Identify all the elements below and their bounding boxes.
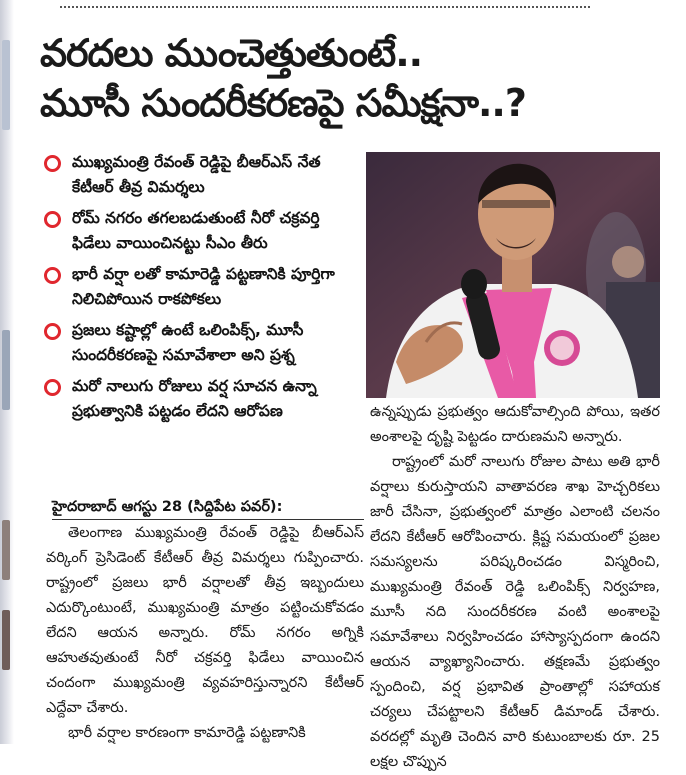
edge-mark (2, 330, 10, 410)
dateline: హైదరాబాద్ ఆగస్టు 28 (సిద్దిపేట పవర్): (52, 495, 364, 520)
circle-bullet-icon (44, 323, 61, 340)
article-paragraph: భారీ వర్షాల కారణంగా కామారెడ్డి పట్టణానికి (68, 725, 306, 741)
bullet-item (38, 374, 360, 424)
bullet-text: భారీ వర్షా లతో కామారెడ్డి పట్టణానికి పూర్తిగా నిలిచిపోయిన రాకపోకలు (72, 265, 335, 308)
edge-mark (2, 40, 10, 130)
article-paragraph: ఉన్నప్పుడు ప్రభుత్వం ఆదుకోవాల్సింది పోయి, ఇతర అంశాలపై దృష్టి పెట్టడం దారుణమని అన్నారు. (370, 404, 660, 445)
bullet-text: రోమ్ నగరం తగలబడుతుంటే నీరో చక్రవర్తి ఫిడేలు వాయించినట్టు సీఎం తీరు (72, 209, 320, 252)
headline (40, 28, 680, 128)
highlight-bullets (38, 150, 360, 430)
bullet-item (38, 318, 360, 368)
edge-mark (2, 610, 10, 670)
top-dotted-rule (60, 6, 590, 8)
adjacent-page-edge (0, 0, 14, 744)
headline-line-2: మూసీ సుందరీకరణపై సమీక్షనా..? (40, 81, 526, 125)
bullet-item (38, 206, 360, 256)
bullet-text: ముఖ్యమంత్రి రేవంత్ రెడ్డిపై బీఆర్ఎస్ నేత కేటీఆర్ తీవ్ర విమర్శలు (72, 153, 321, 196)
article-left-column (46, 521, 364, 746)
circle-bullet-icon (44, 155, 61, 172)
circle-bullet-icon (44, 267, 61, 284)
bullet-item (38, 150, 360, 200)
article-paragraph: రాష్ట్రంలో మరో నాలుగు రోజుల పాటు అతి భారీ వర్షాలు కురుస్తాయని వాతావరణ శాఖ హెచ్చరికలు జారీ చేసినా, ప్రభుత్వంలో మాత్రం ఎలాంటి చలనం లేదని కేటీఆర్ ఆరోపించారు. క్లిష్ట సమయంలో ప్రజల సమస్యలను పరిష్కరించడం విస్మరించి, ముఖ్యమంత్రి రేవంత్ రెడ్డి ఒలింపిక్స్ నిర్వహణ, మూసీ నది సుందరీకరణ వంటి అంశాలపై సమావేశాలు నిర్వహించడం హాస్యాస్పదంగా ఉందని ఆయన వ్యాఖ్యానించారు. తక్షణమే ప్రభుత్వం స్పందించి, వర్ష ప్రభావిత ప్రాంతాల్లో సహాయక చర్యలు చేపట్టాలని కేటీఆర్ డిమాండ్ చేశారు. వరదల్లో మృతి చెందిన వారి కుటుంబాలకు రూ. 25 లక్షల చొప్పున (370, 454, 660, 770)
speaker-photo-illustration (366, 152, 660, 398)
circle-bullet-icon (44, 211, 61, 228)
headline-line-1: వరదలు ముంచెత్తుతుంటే.. (40, 31, 423, 75)
bullet-item (38, 262, 360, 312)
bullet-text: మరో నాలుగు రోజులు వర్ష సూచన ఉన్నా ప్రభుత్వానికి పట్టడం లేదని ఆరోపణ (72, 377, 317, 420)
article-right-column (370, 400, 660, 775)
bullet-text: ప్రజలు కష్టాల్లో ఉంటే ఒలింపిక్స్, మూసీ సుందరీకరణపై సమావేశాలా అని ప్రశ్న (72, 321, 304, 364)
edge-mark (2, 520, 10, 580)
article-paragraph: తెలంగాణ ముఖ్యమంత్రి రేవంత్ రెడ్డిపై బీఆర్ఎస్ వర్కింగ్ ప్రెసిడెంట్ కేటీఆర్ తీవ్ర విమర్శలు గుప్పించారు. రాష్ట్రంలో ప్రజలు భారీ వర్షాలతో తీవ్ర ఇబ్బందులు ఎదుర్కొంటుంటే, ముఖ్యమంత్రి మాత్రం పట్టించుకోవడం లేదని ఆయన అన్నారు. రోమ్ నగరం అగ్నికి ఆహుతవుతుంటే నీరో చక్రవర్తి ఫిడేలు వాయించిన చందంగా ముఖ్యమంత్రి వ్యవహరిస్తున్నారని కేటీఆర్ ఎద్దేవా చేశారు. (46, 525, 364, 716)
speaker-photo (366, 152, 660, 398)
circle-bullet-icon (44, 379, 61, 396)
